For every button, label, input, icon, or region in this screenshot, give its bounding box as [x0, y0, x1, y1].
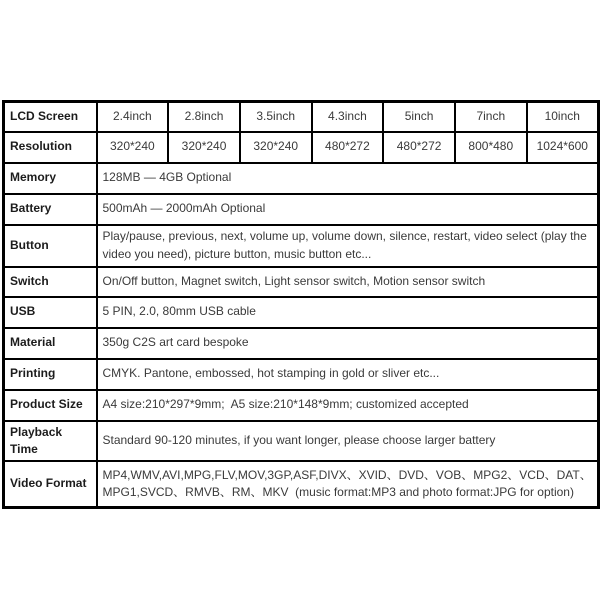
- usb-value: 5 PIN, 2.0, 80mm USB cable: [97, 297, 599, 328]
- row-label-video-format: Video Format: [4, 461, 97, 507]
- resolution-cell: 320*240: [240, 132, 312, 163]
- lcd-size-cell: 10inch: [527, 102, 599, 132]
- table-row-product-size: [4, 390, 599, 421]
- table-row-memory: [4, 163, 599, 194]
- lcd-size-cell: 7inch: [455, 102, 527, 132]
- table-row-video-format: [4, 461, 599, 507]
- table-row-switch: [4, 267, 599, 297]
- row-label-printing: Printing: [4, 359, 97, 390]
- table-row-printing: [4, 359, 599, 390]
- resolution-cell: 480*272: [312, 132, 384, 163]
- row-label-playback-time: Playback Time: [4, 421, 97, 462]
- button-value: Play/pause, previous, next, volume up, volume down, silence, restart, video select (play the video you need), picture button, music button etc...: [97, 225, 599, 267]
- lcd-size-cell: 3.5inch: [240, 102, 312, 132]
- resolution-cell: 320*240: [97, 132, 169, 163]
- memory-value: 128MB — 4GB Optional: [97, 163, 599, 194]
- battery-value: 500mAh — 2000mAh Optional: [97, 194, 599, 225]
- row-label-product-size: Product Size: [4, 390, 97, 421]
- table-row-lcd-screen: [4, 102, 599, 132]
- resolution-cell: 320*240: [168, 132, 240, 163]
- lcd-size-cell: 2.4inch: [97, 102, 169, 132]
- row-label-lcd-screen: LCD Screen: [4, 102, 97, 132]
- table-row-resolution: [4, 132, 599, 163]
- table-row-battery: [4, 194, 599, 225]
- product-size-value: A4 size:210*297*9mm; A5 size:210*148*9mm; customized accepted: [97, 390, 599, 421]
- playback-time-value: Standard 90-120 minutes, if you want longer, please choose larger battery: [97, 421, 599, 462]
- row-label-usb: USB: [4, 297, 97, 328]
- table-row-usb: [4, 297, 599, 328]
- table-row-material: [4, 328, 599, 359]
- row-label-button: Button: [4, 225, 97, 267]
- table-row-playback-time: [4, 421, 599, 462]
- lcd-size-cell: 5inch: [383, 102, 455, 132]
- lcd-size-cell: 4.3inch: [312, 102, 384, 132]
- row-label-battery: Battery: [4, 194, 97, 225]
- resolution-cell: 800*480: [455, 132, 527, 163]
- table-row-button: [4, 225, 599, 267]
- spec-table: [2, 100, 600, 509]
- lcd-size-cell: 2.8inch: [168, 102, 240, 132]
- row-label-switch: Switch: [4, 267, 97, 297]
- row-label-resolution: Resolution: [4, 132, 97, 163]
- switch-value: On/Off button, Magnet switch, Light sensor switch, Motion sensor switch: [97, 267, 599, 297]
- printing-value: CMYK. Pantone, embossed, hot stamping in gold or sliver etc...: [97, 359, 599, 390]
- resolution-cell: 480*272: [383, 132, 455, 163]
- row-label-memory: Memory: [4, 163, 97, 194]
- video-format-value: MP4,WMV,AVI,MPG,FLV,MOV,3GP,ASF,DIVX、XVID、DVD、VOB、MPG2、VCD、DAT、MPG1,SVCD、RMVB、RM、MKV (music format:MP3 and photo format:JPG for option): [97, 461, 599, 507]
- material-value: 350g C2S art card bespoke: [97, 328, 599, 359]
- row-label-material: Material: [4, 328, 97, 359]
- resolution-cell: 1024*600: [527, 132, 599, 163]
